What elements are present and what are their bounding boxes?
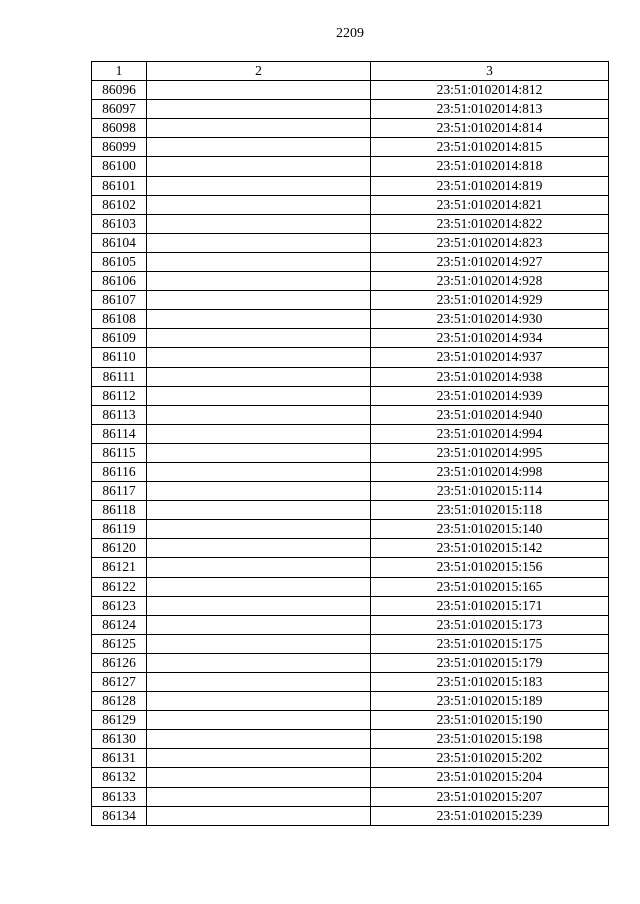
row-empty-cell (147, 730, 371, 749)
row-number-cell: 86097 (92, 100, 147, 119)
cadastral-number-cell: 23:51:0102015:140 (371, 520, 609, 539)
cadastral-number-cell: 23:51:0102015:190 (371, 711, 609, 730)
row-number-cell: 86100 (92, 157, 147, 176)
row-number-cell: 86105 (92, 252, 147, 271)
table-row (92, 119, 609, 138)
cadastral-number-cell: 23:51:0102014:930 (371, 310, 609, 329)
row-number-cell: 86114 (92, 424, 147, 443)
cadastral-number-cell: 23:51:0102014:938 (371, 367, 609, 386)
row-empty-cell (147, 520, 371, 539)
row-number-cell: 86109 (92, 329, 147, 348)
column-header-1: 1 (92, 62, 147, 81)
row-empty-cell (147, 482, 371, 501)
row-empty-cell (147, 81, 371, 100)
row-number-cell: 86134 (92, 806, 147, 825)
row-empty-cell (147, 252, 371, 271)
cadastral-number-cell: 23:51:0102014:995 (371, 443, 609, 462)
cadastral-number-cell: 23:51:0102014:812 (371, 81, 609, 100)
row-empty-cell (147, 348, 371, 367)
row-empty-cell (147, 100, 371, 119)
row-number-cell: 86099 (92, 138, 147, 157)
row-number-cell: 86101 (92, 176, 147, 195)
row-number-cell: 86096 (92, 81, 147, 100)
row-empty-cell (147, 673, 371, 692)
cadastral-number-cell: 23:51:0102014:994 (371, 424, 609, 443)
row-empty-cell (147, 558, 371, 577)
row-empty-cell (147, 424, 371, 443)
column-header-2: 2 (147, 62, 371, 81)
table-row (92, 233, 609, 252)
table-row (92, 272, 609, 291)
row-empty-cell (147, 443, 371, 462)
row-empty-cell (147, 768, 371, 787)
cadastral-number-cell: 23:51:0102014:928 (371, 272, 609, 291)
row-number-cell: 86108 (92, 310, 147, 329)
cadastral-number-cell: 23:51:0102015:239 (371, 806, 609, 825)
row-number-cell: 86121 (92, 558, 147, 577)
table-row (92, 405, 609, 424)
row-number-cell: 86125 (92, 634, 147, 653)
row-number-cell: 86127 (92, 673, 147, 692)
cadastral-number-cell: 23:51:0102015:165 (371, 577, 609, 596)
row-empty-cell (147, 272, 371, 291)
row-empty-cell (147, 291, 371, 310)
table-row (92, 176, 609, 195)
row-number-cell: 86132 (92, 768, 147, 787)
table-row (92, 291, 609, 310)
cadastral-number-cell: 23:51:0102014:929 (371, 291, 609, 310)
cadastral-number-cell: 23:51:0102015:171 (371, 596, 609, 615)
table-row (92, 157, 609, 176)
row-number-cell: 86129 (92, 711, 147, 730)
table-row (92, 348, 609, 367)
table-row (92, 539, 609, 558)
cadastral-number-cell: 23:51:0102014:822 (371, 214, 609, 233)
row-empty-cell (147, 501, 371, 520)
row-number-cell: 86113 (92, 405, 147, 424)
table-body (92, 81, 609, 826)
table-row (92, 653, 609, 672)
table-row (92, 310, 609, 329)
row-number-cell: 86131 (92, 749, 147, 768)
cadastral-number-cell: 23:51:0102015:183 (371, 673, 609, 692)
row-empty-cell (147, 405, 371, 424)
cadastral-number-cell: 23:51:0102015:189 (371, 692, 609, 711)
row-empty-cell (147, 310, 371, 329)
table-row (92, 634, 609, 653)
row-empty-cell (147, 195, 371, 214)
row-number-cell: 86110 (92, 348, 147, 367)
row-number-cell: 86118 (92, 501, 147, 520)
cadastral-number-cell: 23:51:0102014:939 (371, 386, 609, 405)
row-empty-cell (147, 367, 371, 386)
table-row (92, 787, 609, 806)
table-row (92, 424, 609, 443)
table-row (92, 443, 609, 462)
row-empty-cell (147, 692, 371, 711)
row-empty-cell (147, 539, 371, 558)
row-empty-cell (147, 577, 371, 596)
row-number-cell: 86120 (92, 539, 147, 558)
row-empty-cell (147, 462, 371, 481)
row-empty-cell (147, 787, 371, 806)
row-number-cell: 86103 (92, 214, 147, 233)
row-number-cell: 86106 (92, 272, 147, 291)
row-number-cell: 86104 (92, 233, 147, 252)
row-empty-cell (147, 749, 371, 768)
cadastral-number-cell: 23:51:0102015:207 (371, 787, 609, 806)
table-row (92, 577, 609, 596)
cadastral-number-cell: 23:51:0102015:114 (371, 482, 609, 501)
row-empty-cell (147, 119, 371, 138)
row-empty-cell (147, 653, 371, 672)
table-row (92, 138, 609, 157)
cadastral-number-cell: 23:51:0102015:198 (371, 730, 609, 749)
cadastral-number-cell: 23:51:0102014:818 (371, 157, 609, 176)
cadastral-number-cell: 23:51:0102014:940 (371, 405, 609, 424)
row-number-cell: 86116 (92, 462, 147, 481)
row-empty-cell (147, 615, 371, 634)
cadastral-number-cell: 23:51:0102014:813 (371, 100, 609, 119)
table-row (92, 252, 609, 271)
table-row (92, 195, 609, 214)
table-row (92, 596, 609, 615)
table-header-row (92, 62, 609, 81)
row-empty-cell (147, 596, 371, 615)
row-number-cell: 86098 (92, 119, 147, 138)
registry-table (91, 61, 609, 826)
row-number-cell: 86107 (92, 291, 147, 310)
row-number-cell: 86124 (92, 615, 147, 634)
row-number-cell: 86119 (92, 520, 147, 539)
cadastral-number-cell: 23:51:0102014:814 (371, 119, 609, 138)
row-number-cell: 86123 (92, 596, 147, 615)
column-header-3: 3 (371, 62, 609, 81)
table-row (92, 711, 609, 730)
table-row (92, 329, 609, 348)
page-number: 2209 (336, 26, 364, 41)
cadastral-number-cell: 23:51:0102014:998 (371, 462, 609, 481)
table-row (92, 386, 609, 405)
cadastral-number-cell: 23:51:0102015:175 (371, 634, 609, 653)
row-empty-cell (147, 329, 371, 348)
table-row (92, 673, 609, 692)
cadastral-number-cell: 23:51:0102014:821 (371, 195, 609, 214)
cadastral-number-cell: 23:51:0102014:815 (371, 138, 609, 157)
table-row (92, 730, 609, 749)
row-empty-cell (147, 157, 371, 176)
row-empty-cell (147, 176, 371, 195)
table-row (92, 501, 609, 520)
row-number-cell: 86111 (92, 367, 147, 386)
cadastral-number-cell: 23:51:0102015:173 (371, 615, 609, 634)
row-number-cell: 86102 (92, 195, 147, 214)
row-empty-cell (147, 386, 371, 405)
cadastral-number-cell: 23:51:0102014:937 (371, 348, 609, 367)
table-row (92, 81, 609, 100)
row-number-cell: 86128 (92, 692, 147, 711)
row-empty-cell (147, 214, 371, 233)
row-number-cell: 86117 (92, 482, 147, 501)
cadastral-number-cell: 23:51:0102014:927 (371, 252, 609, 271)
row-empty-cell (147, 138, 371, 157)
row-empty-cell (147, 233, 371, 252)
cadastral-number-cell: 23:51:0102015:179 (371, 653, 609, 672)
table-row (92, 100, 609, 119)
table-row (92, 214, 609, 233)
cadastral-number-cell: 23:51:0102015:142 (371, 539, 609, 558)
cadastral-number-cell: 23:51:0102015:204 (371, 768, 609, 787)
row-number-cell: 86133 (92, 787, 147, 806)
cadastral-number-cell: 23:51:0102014:823 (371, 233, 609, 252)
row-number-cell: 86130 (92, 730, 147, 749)
table-row (92, 520, 609, 539)
table-row (92, 615, 609, 634)
table-row (92, 749, 609, 768)
cadastral-number-cell: 23:51:0102015:202 (371, 749, 609, 768)
row-number-cell: 86115 (92, 443, 147, 462)
table-row (92, 462, 609, 481)
row-number-cell: 86126 (92, 653, 147, 672)
table-row (92, 367, 609, 386)
row-number-cell: 86112 (92, 386, 147, 405)
cadastral-number-cell: 23:51:0102014:934 (371, 329, 609, 348)
table-row (92, 558, 609, 577)
row-empty-cell (147, 711, 371, 730)
cadastral-number-cell: 23:51:0102015:118 (371, 501, 609, 520)
table-row (92, 482, 609, 501)
row-empty-cell (147, 806, 371, 825)
table-row (92, 768, 609, 787)
row-number-cell: 86122 (92, 577, 147, 596)
cadastral-number-cell: 23:51:0102015:156 (371, 558, 609, 577)
table-row (92, 806, 609, 825)
table-row (92, 692, 609, 711)
row-empty-cell (147, 634, 371, 653)
cadastral-number-cell: 23:51:0102014:819 (371, 176, 609, 195)
